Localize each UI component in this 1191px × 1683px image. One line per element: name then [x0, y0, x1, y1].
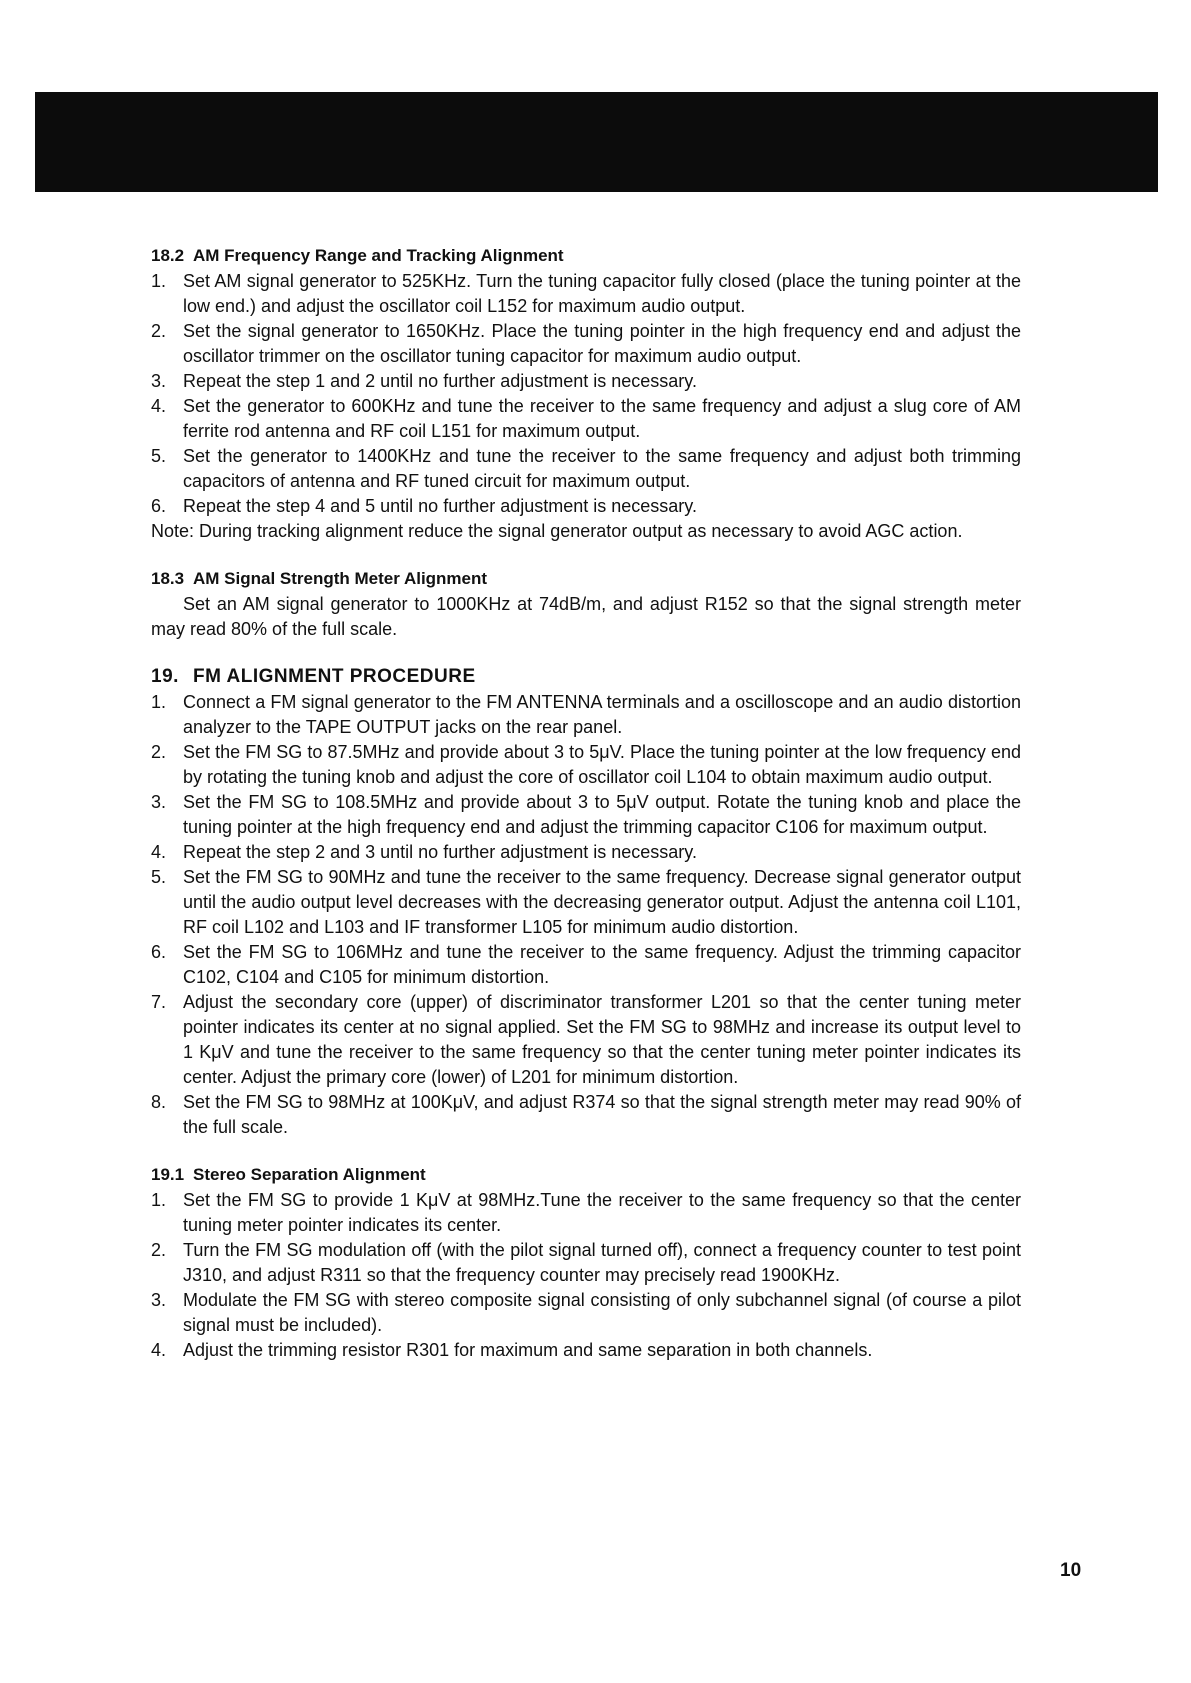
list-item: [151, 790, 1021, 840]
step-list: [151, 1188, 1021, 1363]
list-item: [151, 1090, 1021, 1140]
step-number: 8.: [151, 1092, 167, 1112]
step-text: Set the generator to 600KHz and tune the receiver to the same frequency and adjust a slug core of AM ferrite rod antenna and RF coil L151 for maximum output.: [183, 396, 1021, 441]
step-text: Modulate the FM SG with stereo composite signal consisting of only subchannel signal (of course a pilot signal must be included).: [183, 1290, 1021, 1335]
section-heading: [151, 566, 1021, 592]
step-text: Set the signal generator to 1650KHz. Place the tuning pointer in the high frequency end and adjust the oscillator trimmer on the oscillator tuning capacitor for maximum audio output.: [183, 321, 1021, 366]
section-number: 19.1: [151, 1165, 185, 1184]
step-text: Set the FM SG to 98MHz at 100KμV, and adjust R374 so that the signal strength meter may read 90% of the full scale.: [183, 1092, 1021, 1137]
list-item: [151, 319, 1021, 369]
step-number: 3.: [151, 792, 167, 812]
section-19: [151, 664, 1021, 1140]
list-item: [151, 940, 1021, 990]
step-text: Repeat the step 4 and 5 until no further adjustment is necessary.: [183, 496, 697, 516]
step-number: 2.: [151, 742, 167, 762]
step-text: Adjust the trimming resistor R301 for maximum and same separation in both channels.: [183, 1340, 873, 1360]
step-number: 2.: [151, 321, 167, 341]
step-number: 2.: [151, 1240, 167, 1260]
step-list: [151, 690, 1021, 1140]
list-item: [151, 1188, 1021, 1238]
list-item: [151, 394, 1021, 444]
note: Note: During tracking alignment reduce the signal generator output as necessary to avoid AGC action.: [151, 521, 963, 541]
section-title: AM Frequency Range and Tracking Alignment: [193, 246, 564, 265]
step-text: Set the FM SG to 108.5MHz and provide about 3 to 5μV output. Rotate the tuning knob and place the tuning pointer at the high frequency end and adjust the trimming capacitor C106 for maximum output.: [183, 792, 1021, 837]
list-item: [151, 740, 1021, 790]
section-title: FM ALIGNMENT PROCEDURE: [193, 666, 476, 687]
step-text: Repeat the step 2 and 3 until no further adjustment is necessary.: [183, 842, 697, 862]
list-item: [151, 444, 1021, 494]
section-title: AM Signal Strength Meter Alignment: [193, 569, 488, 588]
step-number: 1.: [151, 271, 167, 291]
list-item: [151, 369, 1021, 394]
step-text: Connect a FM signal generator to the FM ANTENNA terminals and a oscilloscope and an audio distortion analyzer to the TAPE OUTPUT jacks on the rear panel.: [183, 692, 1021, 737]
step-number: 5.: [151, 446, 167, 466]
step-number: 3.: [151, 1290, 167, 1310]
list-item: [151, 840, 1021, 865]
step-number: 1.: [151, 1190, 167, 1210]
step-number: 3.: [151, 371, 167, 391]
list-item: [151, 1288, 1021, 1338]
list-item: [151, 494, 1021, 519]
list-item: [151, 865, 1021, 940]
section-heading: [151, 1162, 1021, 1188]
list-item: [151, 690, 1021, 740]
list-item: [151, 990, 1021, 1090]
step-text: Set AM signal generator to 525KHz. Turn the tuning capacitor fully closed (place the tuning pointer at the low end.) and adjust the oscillator coil L152 for maximum audio output.: [183, 271, 1021, 316]
section-paragraph: Set an AM signal generator to 1000KHz at 74dB/m, and adjust R152 so that the signal strength meter may read 80% of the full scale.: [151, 594, 1021, 639]
step-text: Set the FM SG to 87.5MHz and provide about 3 to 5μV. Place the tuning pointer at the low frequency end by rotating the tuning knob and adjust the core of oscillator coil L104 to obtain maximum audio output.: [183, 742, 1021, 787]
section-heading: [151, 664, 1021, 690]
section-number: 19.: [151, 666, 179, 687]
section-title: Stereo Separation Alignment: [193, 1165, 426, 1184]
list-item: [151, 1338, 1021, 1363]
step-number: 6.: [151, 942, 167, 962]
step-number: 4.: [151, 396, 167, 416]
step-number: 4.: [151, 842, 167, 862]
list-item: [151, 1238, 1021, 1288]
step-number: 6.: [151, 496, 167, 516]
step-text: Set the FM SG to provide 1 KμV at 98MHz.Tune the receiver to the same frequency so that the center tuning meter pointer indicates its center.: [183, 1190, 1021, 1235]
header-band: [35, 92, 1158, 192]
section-number: 18.2: [151, 246, 185, 265]
step-number: 7.: [151, 992, 167, 1012]
section-18-3: [151, 566, 1021, 642]
page-number: 10: [1060, 1560, 1082, 1581]
step-text: Turn the FM SG modulation off (with the pilot signal turned off), connect a frequency counter to test point J310, and adjust R311 so that the frequency counter may precisely read 1900KHz.: [183, 1240, 1021, 1285]
step-number: 4.: [151, 1340, 167, 1360]
section-19-1: [151, 1162, 1021, 1363]
section-18-2: [151, 243, 1021, 544]
step-text: Adjust the secondary core (upper) of discriminator transformer L201 so that the center tuning meter pointer indicates its center at no signal applied. Set the FM SG to 98MHz and increase its output level to 1 KμV and tune the receiver to the same frequency so that the center tuning meter pointer indicates its center. Adjust the primary core (lower) of L201 for minimum distortion.: [183, 992, 1021, 1087]
section-number: 18.3: [151, 569, 185, 588]
step-text: Set the FM SG to 90MHz and tune the receiver to the same frequency. Decrease signal generator output until the audio output level decreases with the decreasing generator output. Adjust the antenna coil L101, RF coil L102 and L103 and IF transformer L105 for minimum audio distortion.: [183, 867, 1021, 937]
step-list: [151, 269, 1021, 519]
section-heading: [151, 243, 1021, 269]
document-body: [151, 243, 1021, 1385]
step-text: Set the FM SG to 106MHz and tune the receiver to the same frequency. Adjust the trimming capacitor C102, C104 and C105 for minimum distortion.: [183, 942, 1021, 987]
list-item: [151, 269, 1021, 319]
step-text: Repeat the step 1 and 2 until no further adjustment is necessary.: [183, 371, 697, 391]
step-number: 5.: [151, 867, 167, 887]
step-number: 1.: [151, 692, 167, 712]
step-text: Set the generator to 1400KHz and tune the receiver to the same frequency and adjust both trimming capacitors of antenna and RF tuned circuit for maximum output.: [183, 446, 1021, 491]
